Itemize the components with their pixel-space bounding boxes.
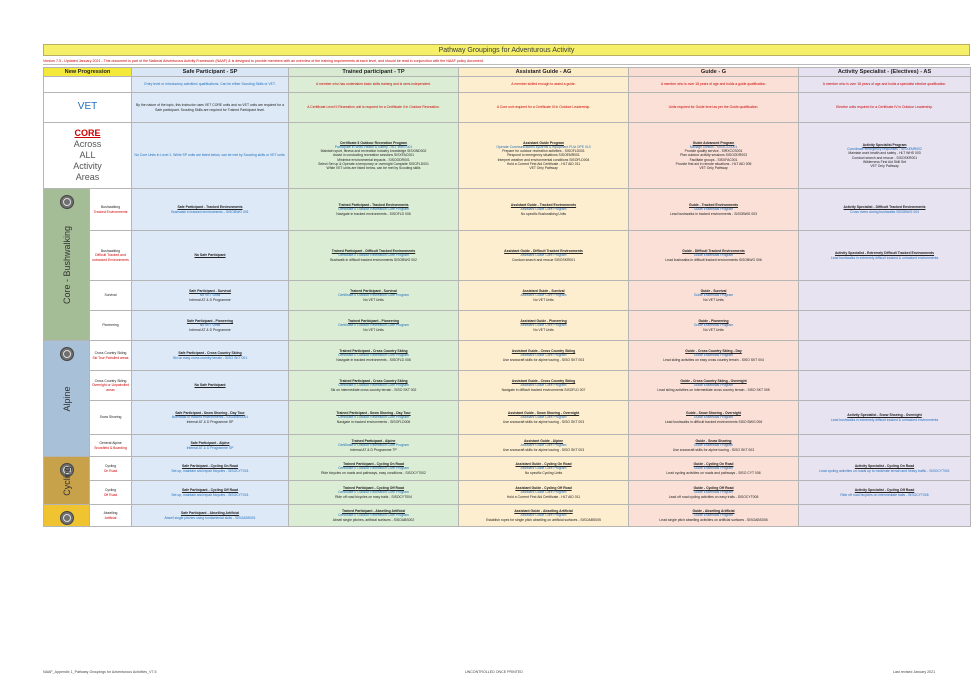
cell-line: Guide - Difficult Tracked Environments: [682, 249, 745, 254]
cell-line: Provide quality service - SIRXCCS001: [684, 149, 743, 154]
core-tp: [289, 123, 459, 189]
cell-line: Lead off road cycling activities on easy trails - SISOCYT008: [668, 494, 759, 499]
cell-line: Assistant Guide - Alpine: [523, 439, 564, 444]
cell-line: Assistant Guide - Tracked Environments: [510, 203, 577, 208]
header-activity-specialist: Activity Specialist - (Electives) - AS: [799, 68, 971, 77]
cell-tp: [289, 311, 459, 341]
activity-name: [90, 281, 132, 311]
cell-sp: [132, 457, 289, 481]
activity-label: Survival: [104, 293, 117, 298]
activity-label: Cycling: [104, 464, 117, 469]
cell-g: [629, 371, 799, 401]
vet-ag: A Core unit required for a Certificate III in Outdoor Leadership.: [459, 93, 629, 123]
cell-line: Assistant Guide - Cycling On Road: [515, 462, 572, 467]
cell-g: [629, 505, 799, 527]
header-assistant-guide: Assistant Guide - AG: [459, 68, 629, 77]
cell-line: Bushwalk in tracked environments - SISOBWG 001: [171, 209, 249, 214]
cell-line: Ride off road bicycles on easy trails - SISOCYT004: [335, 494, 412, 499]
cell-ag: [459, 401, 629, 435]
cell-as: [799, 457, 971, 481]
vet-sp: By the nature of the topic, this instructor uses VET CORE units and no VET units are required for a Safe participant. Scouting Skills are required for Trained Participant level.: [132, 93, 289, 123]
cell-ag: [459, 189, 629, 231]
cell-line: Maintain work health and safety - HLT WHS 003: [848, 151, 921, 156]
cell-line: Certificate II Outdoor Recreation Core Program: [338, 353, 409, 358]
activity-name: [90, 371, 132, 401]
activity-sub: Off Road: [103, 492, 118, 497]
cell-line: Assistant Guide Core Program: [520, 323, 567, 328]
cell-line: Safe Participant - Cross Country Skiing: [178, 351, 242, 356]
activity-row: [44, 505, 971, 527]
cell-line: Activity Specialist - Cycling Off Road: [854, 488, 915, 493]
cell-sp: [132, 341, 289, 371]
cell-line: Guide - Cross Country Skiing - Overnight: [680, 379, 747, 384]
cell-line: Trained Participant - Abseiling Artificial: [341, 509, 406, 514]
cell-as: [799, 481, 971, 505]
cell-line: Internal AT & D Programme TP: [350, 447, 397, 452]
cell-line: Ski on intermediate cross country terrain - SISO SKT 002: [330, 387, 417, 392]
cell-line: Bushwalk in tracked environments - SISOBWG001: [171, 415, 249, 420]
cell-sp: [132, 401, 289, 435]
cell-line: Certificate II Outdoor Recreation Core Program: [338, 323, 409, 328]
cell-line: No specific Cycling Units: [524, 470, 563, 475]
vet-as: Elective units required for a Certificate IV in Outdoor Leadership.: [799, 93, 971, 123]
vet-row: [44, 93, 971, 123]
cell-line: Assistant Guide Core Program: [520, 293, 567, 298]
stream-cell: [44, 505, 90, 527]
cell-line: Assistant Guide - Cross Country Skiing: [511, 349, 576, 354]
cell-ag: [459, 505, 629, 527]
activity-name: [90, 505, 132, 527]
cell-line: Internal AT & D Programme SP: [186, 419, 234, 424]
cell-line: Internal AT & D Programme: [189, 297, 231, 302]
stream-badge-icon: [60, 347, 74, 361]
cell-tp: [289, 189, 459, 231]
cell-line: Certificate II Outdoor Recreation Core Program: [338, 513, 409, 518]
cell-line: Activity Specialist - Snow Shoeing - Overnight: [847, 413, 922, 418]
cell-line: Cross rivers during bushwalks SISOBWG 004: [850, 209, 919, 214]
cell-line: Assistant Guide Core Program: [520, 415, 567, 420]
cell-line: Trained Participant - Alpine: [351, 439, 396, 444]
footer-right: Last revised January 2021: [893, 670, 936, 674]
cell-sp: [132, 311, 289, 341]
cell-line: Abseil single pitches using fundamental skills - SISOABS001: [164, 515, 256, 520]
cell-ag: [459, 281, 629, 311]
cell-ag: [459, 231, 629, 281]
cell-as: [799, 281, 971, 311]
activity-name: [90, 435, 132, 457]
cell-line: Activity Specialist - Difficult Tracked Environments: [843, 205, 926, 210]
cell-line: Trained Participant - Survival: [350, 289, 397, 294]
activity-row: [44, 401, 971, 435]
cell-tp: [289, 401, 459, 435]
cell-line: Safe Participant - Cycling On Road: [182, 464, 238, 469]
cell-line: VET Only Pathway: [699, 166, 728, 170]
cell-line: Navigate in difficult tracked environments SISOFLD 007: [501, 387, 586, 392]
activity-name: [90, 341, 132, 371]
cell-g: [629, 281, 799, 311]
cell-as: [799, 371, 971, 401]
cell-as: [799, 231, 971, 281]
core-sp: No Core Units in Level 1. While SP units are listed below, can be met by Scouting skills or VET units.: [132, 123, 289, 189]
cell-line: Guide - Abseiling Artificial: [692, 509, 735, 514]
activity-row: [44, 341, 971, 371]
cell-line: Guide Essentials Program: [693, 443, 734, 448]
core-row: [44, 123, 971, 189]
cell-line: No Safe Participant: [194, 383, 226, 388]
cell-line: Guide Essentials Program: [693, 466, 734, 471]
activity-row: [44, 371, 971, 401]
cell-line: Guide - Pioneering: [698, 319, 729, 324]
cell-line: No VET Units: [533, 297, 554, 302]
activity-name: [90, 189, 132, 231]
cell-tp: [289, 505, 459, 527]
cell-line: Certificate II Outdoor Recreation Core Program: [338, 443, 409, 448]
cell-line: Certificate II Outdoor Recreation Core Program: [338, 415, 409, 420]
stream-cell: [44, 189, 90, 341]
cell-line: Navigate in tracked environments - SISOFLD 006: [336, 211, 411, 216]
cell-line: Safe Participant - Abseiling Artificial: [180, 511, 240, 516]
cell-line: Assist in conducting recreation sessions SISXFAC001: [332, 153, 415, 158]
cell-line: Minimise environmental impacts - SISOODR001: [337, 157, 410, 162]
activity-sub: Snowfield & Boarding: [94, 445, 127, 450]
cell-line: Trained Participant - Cross Country Skiing: [339, 349, 408, 354]
cell-line: VET Only Pathway: [870, 163, 899, 168]
footer-center: UNCONTROLLED ONCE PRINTED: [465, 670, 523, 674]
cell-sp: [132, 371, 289, 401]
cell-line: Guide - Cross Country Skiing - Day: [685, 349, 742, 354]
cell-line: Assistant Guide Core Program: [520, 207, 567, 212]
cell-line: Lead bushwalks in difficult tracked environments SISO BWG 006: [664, 419, 763, 424]
cell-line: Assistant Guide Program: [523, 140, 564, 145]
cell-g: [629, 481, 799, 505]
cell-sp: [132, 281, 289, 311]
cell-line: Assistant Guide - Survival: [522, 289, 565, 294]
header-new-progression: New Progression: [44, 68, 132, 77]
desc-as: A member who is over 18 years of age and holds a specialist elective qualification.: [799, 77, 971, 93]
cell-line: Bushwalk in difficult tracked environments SISOBWG 002: [330, 257, 417, 262]
cell-line: Assistant Guide - Difficult Tracked Environments: [504, 249, 583, 254]
cell-line: No VET Units: [199, 293, 221, 298]
cell-line: Assistant Guide Core Program: [520, 353, 567, 358]
cell-line: Guide - Cycling On Road: [693, 462, 734, 467]
cell-line: Trained Participant - Tracked Environments: [338, 203, 409, 208]
document-title: Pathway Groupings for Adventurous Activity: [43, 44, 970, 56]
cell-line: Certificate II Outdoor Recreation Core Program: [338, 383, 409, 388]
cell-line: Certificate II Outdoor Recreation Core Program: [338, 207, 409, 212]
core-ag: [459, 123, 629, 189]
cell-line: Respond to emergency situations SISOEMR001: [507, 153, 580, 158]
cell-line: No VET Units: [363, 297, 384, 302]
vet-g: Units required for Guide level as per the Guide qualification.: [629, 93, 799, 123]
activity-row: [44, 457, 971, 481]
cell-tp: [289, 281, 459, 311]
cell-sp: [132, 231, 289, 281]
cell-line: No VET Units: [363, 327, 384, 332]
cell-line: Use snowcraft skills for alpine touring - SISO SKT 003: [502, 447, 585, 452]
cell-tp: [289, 435, 459, 457]
cell-line: Assistant Guide Core Program: [520, 466, 567, 471]
pathway-table: [43, 67, 971, 527]
core-label: CORE Across ALL Activity Areas: [44, 123, 132, 189]
cell-line: Operate Communications systems & equipment PUA OPE 013: [496, 144, 591, 149]
stream-badge-icon: [60, 195, 74, 209]
activity-sub: On Road: [103, 468, 118, 473]
cell-line: Hold a Current First Aid Certificate - HLT AID 011: [506, 494, 581, 499]
cell-line: Set up, maintain and repair bicycles - SISOCYT001: [171, 468, 249, 473]
cell-line: Lead bushwalks in extremely difficult tracked & untracked environments: [830, 417, 939, 422]
cell-line: Certificate II Outdoor Recreation Core Program: [338, 466, 409, 471]
cell-line: Use snowcraft skills for alpine touring - SISO SKT 003: [672, 447, 755, 452]
cell-line: Set up, maintain and repair bicycles - SISOCYT001: [171, 492, 249, 497]
cell-line: Certificate II Outdoor Recreation Core Program: [338, 293, 409, 298]
cell-ag: [459, 435, 629, 457]
cell-line: Prepare for outdoor recreation activities - SISOFLD001: [502, 149, 585, 154]
activity-sub: Tracked Environments: [93, 209, 128, 214]
cell-ag: [459, 371, 629, 401]
desc-g: A member who is over 18 years of age and holds a guide qualification.: [629, 77, 799, 93]
cell-line: No Safe Participant: [194, 253, 226, 258]
activity-label: Bushwalking: [100, 205, 121, 210]
activity-row: [44, 281, 971, 311]
cell-line: Hold a Current First Aid Certificate - HLT AID 011: [506, 161, 581, 166]
cell-line: Conduct search and rescue SISOSKR001: [511, 257, 576, 262]
cell-line: Lead bushwalks in extremely difficult tracked & untracked environments: [830, 255, 939, 260]
cell-line: Safe Participant - Alpine: [190, 441, 230, 446]
activity-name: [90, 481, 132, 505]
core-g: [629, 123, 799, 189]
cell-line: Lead bushwalks in difficult tracked environments SISOBWG 006: [665, 257, 762, 262]
cell-line: Lead single pitch abseiling activities on artificial surfaces - SISOABS006: [659, 517, 768, 522]
cell-line: Select Set up & Operate a temporary or overnight Campsite SISOFLD001: [318, 161, 429, 166]
activity-label: Bushwalking: [100, 249, 121, 254]
cell-line: Ride bicycles on roads and pathways, easy conditions - SISOCYT002: [321, 470, 426, 475]
cell-tp: [289, 231, 459, 281]
cell-line: Abseil single pitches, artificial surfaces - SISOABS002: [332, 517, 415, 522]
activity-row: [44, 231, 971, 281]
cell-line: Safe Participant - Tracked Environments: [177, 205, 243, 210]
cell-line: Guide - Snow Shoeing: [695, 439, 732, 444]
cell-tp: [289, 371, 459, 401]
cell-line: Use snowcraft skills for alpine touring - SISO SKT 003: [502, 419, 585, 424]
stream-cell: [44, 457, 90, 505]
cell-line: Assistant Guide - Cycling Off Road: [515, 486, 572, 491]
activity-label: Pioneering: [102, 323, 119, 328]
cell-line: Guide Essentials Program: [693, 353, 734, 358]
activity-name: [90, 401, 132, 435]
cell-line: Assistant Guide Core Program: [520, 490, 567, 495]
cell-line: Manage conflict - SISXCCS001: [689, 144, 738, 149]
cell-g: [629, 401, 799, 435]
cell-as: [799, 341, 971, 371]
cell-line: Assistant Guide Core Program: [520, 443, 567, 448]
cell-as: [799, 189, 971, 231]
cell-line: Provide first aid in remote situations - HLT AID 005: [675, 161, 752, 166]
activity-sub: Artificial: [104, 515, 117, 520]
cell-line: Activity Specialist - Cycling On Road: [854, 464, 915, 469]
cell-line: Guide Essentials Program: [693, 490, 734, 495]
cell-line: No VET Units: [703, 297, 724, 302]
cell-line: Lead skiing activities on easy cross country terrain - SISO SKT 004: [663, 357, 764, 362]
cell-line: Conduct search and rescue - SISOSKR001: [851, 155, 918, 160]
cell-g: [629, 435, 799, 457]
cell-line: Guide Essentials Program: [693, 383, 734, 388]
vet-label: VET: [44, 93, 132, 123]
activity-row: [44, 311, 971, 341]
cell-line: Ride off road bicycles on intermediate trails - SISOCYT005: [840, 492, 929, 497]
cell-line: Plan outdoor activity sessions SISOODR003: [680, 153, 747, 158]
cell-line: Assistant Guide Core Program: [520, 253, 567, 258]
description-row: [44, 77, 971, 93]
stream-label: Core - Bushwalking: [61, 225, 72, 304]
activity-row: [44, 481, 971, 505]
footer-left: NAAF_Appendix 1_Pathway Groupings for Adventurous Activities_V7.5: [43, 670, 157, 674]
activity-sub: Ski Tour Patrolled areas: [92, 355, 129, 360]
cell-as: [799, 435, 971, 457]
cell-line: Guide Essentials Program: [693, 293, 734, 298]
version-note: Version 7.5 - Updated January 2021 - This document is part of the National Adventurous Activity Framework (NAAF) & is designed to provide members with an overview of the training requirements at each level, and should be read in conjunction with the NAAF policy document.: [43, 59, 484, 63]
cell-line: Guide - Snow Shoeing - Overnight: [686, 411, 742, 416]
cell-line: While VET units are listed below, can be met by Scouting skills: [326, 166, 421, 170]
activity-label: Abseiling: [103, 511, 118, 516]
cell-line: Interpret weather and environmental conditions SISOFLD004: [497, 157, 590, 162]
cell-line: Assistant Guide - Cross Country Skiing: [511, 379, 576, 384]
cell-line: Guide Essentials Program: [693, 207, 734, 212]
activity-name: [90, 231, 132, 281]
cell-g: [629, 311, 799, 341]
cell-line: Navigate in tracked environments - SISOFLD 006: [336, 357, 411, 362]
cell-g: [629, 341, 799, 371]
cell-line: Lead bushwalks in tracked environments - SISOBWG 003: [669, 211, 758, 216]
cell-line: Guide Essentials Program: [693, 415, 734, 420]
cell-line: Guide Advanced Program: [692, 140, 735, 145]
cell-line: Trained Participant - Snow Shoeing - Day Tour: [336, 411, 411, 416]
header-safe-participant: Safe Participant - SP: [132, 68, 289, 77]
cell-line: Certificate II Outdoor Recreation Program: [339, 140, 408, 145]
header-trained-participant: Trained participant - TP: [289, 68, 459, 77]
cell-line: Safe Participant - Cycling Off Road: [181, 488, 239, 493]
cell-line: Guide Essentials Program: [693, 513, 734, 518]
cell-line: Activity Specialist - Extremely Difficult Tracked Environments: [834, 251, 935, 256]
cell-line: Safe Participant - Pioneering: [186, 319, 234, 324]
stream-cell: [44, 341, 90, 457]
activity-label: Cross Country Skiing: [94, 379, 127, 384]
activity-label: Cycling: [104, 488, 117, 493]
cell-line: Lead cycling activities on roads and pathways - SISO CYT 006: [666, 470, 761, 475]
cell-line: Guide - Tracked Environments: [689, 203, 739, 208]
activity-label: General Alpine: [99, 441, 122, 446]
cell-sp: [132, 189, 289, 231]
cell-line: Navigate in tracked environments - SISOFLD006: [336, 419, 411, 424]
cell-line: VET Only Pathway: [529, 166, 558, 170]
cell-line: Use snowcraft skills for alpine touring - SISO SKT 003: [502, 357, 585, 362]
cell-line: Trained Participant - Cycling Off Road: [342, 486, 405, 491]
cell-sp: [132, 505, 289, 527]
cell-tp: [289, 481, 459, 505]
cell-line: Facilitate groups - SISXFAC001: [689, 157, 738, 162]
cell-line: Internal AT & D Programme: [189, 327, 231, 332]
cell-line: No specific Bushwalking Units: [520, 211, 567, 216]
cell-g: [629, 231, 799, 281]
desc-tp: A member who has undertaken basic skills training and is semi-independent.: [289, 77, 459, 93]
cell-line: Trained Participant - Pioneering: [347, 319, 400, 324]
cell-line: Safe Participant - Snow Shoeing - Day Tour: [175, 411, 245, 416]
cell-line: Lead skiing activities on intermediate cross country terrain - SISO SKT 005: [657, 387, 770, 392]
activity-row: [44, 435, 971, 457]
cell-as: [799, 505, 971, 527]
cell-line: Trained Participant - Cross Country Skiing: [339, 379, 408, 384]
cell-line: Trained Participant - Cycling On Road: [343, 462, 404, 467]
cell-line: Assistant Guide Core Program: [520, 513, 567, 518]
cell-line: Ski on easy cross country terrain - SISO SKT 001: [172, 355, 248, 360]
cell-ag: [459, 311, 629, 341]
cell-tp: [289, 457, 459, 481]
cell-line: Assistant Guide Core Program: [520, 383, 567, 388]
cell-line: Assistant Guide - Abseiling Artificial: [514, 509, 573, 514]
stream-badge-icon: [60, 511, 74, 525]
cell-line: Internal AT & D Programme SP: [186, 445, 234, 450]
cell-g: [629, 457, 799, 481]
desc-ag: A member skilled enough to assist a guide.: [459, 77, 629, 93]
cell-line: No VET Units: [199, 323, 221, 328]
cell-line: Lead cycling activities on roads up to moderate terrain and heavy traffic - SISOCYT001: [819, 468, 950, 473]
activity-sub: Overnight or Unpatrolled areas: [92, 383, 129, 392]
activity-label: Cross Country Skiing: [94, 351, 127, 356]
vet-tp: A Certificate Level II Recreation unit is required for a Certificate II in Outdoor Recreation.: [289, 93, 459, 123]
activity-row: [44, 189, 971, 231]
activity-label: Snow Shoeing: [99, 415, 122, 420]
cell-line: Guide - Cycling Off Road: [693, 486, 734, 491]
cell-line: Safe Participant - Survival: [189, 289, 231, 294]
stream-label: Alpine: [61, 385, 72, 412]
activity-name: [90, 457, 132, 481]
desc-sp: Entry level or introductory activities/ qualifications. Can be either Scouting Skills or VET.: [132, 77, 289, 93]
cell-sp: [132, 435, 289, 457]
cell-line: Certificate II Outdoor Recreation Core Program: [338, 253, 409, 258]
stream-label: Cycling: [61, 465, 72, 496]
activity-name: [90, 311, 132, 341]
header-row: [44, 68, 971, 77]
cell-g: [629, 189, 799, 231]
cell-tp: [289, 341, 459, 371]
cell-line: Establish ropes for single pitch abseiling on artificial surfaces - SISOABS005: [486, 517, 601, 522]
cell-ag: [459, 341, 629, 371]
cell-line: No VET Units: [703, 327, 724, 332]
cell-line: Coordinate emergency responses - SISXEMR002: [847, 147, 922, 152]
cell-line: Participate in Work Health & Safety - HLT WHS 001: [334, 144, 413, 149]
cell-sp: [132, 481, 289, 505]
cell-as: [799, 401, 971, 435]
cell-line: Trained Participant - Difficult Tracked Environments: [331, 249, 416, 254]
cell-line: Wilderness First Aid Skill Set: [862, 159, 907, 164]
header-guide: Guide - G: [629, 68, 799, 77]
cell-line: Assistant Guide - Pioneering: [520, 319, 567, 324]
activity-rows: [44, 189, 971, 527]
core-as: [799, 123, 971, 189]
cell-line: Guide Essentials Program: [693, 323, 734, 328]
cell-line: Guide - Survival: [700, 289, 727, 294]
cell-line: Activity Specialist Program: [862, 142, 907, 147]
cell-line: Maintain sport, fitness and recreation industry knowledge SISXIND002: [320, 149, 427, 154]
cell-as: [799, 311, 971, 341]
cell-ag: [459, 457, 629, 481]
cell-ag: [459, 481, 629, 505]
cell-line: Assistant Guide - Snow Shoeing - Overnight: [507, 411, 580, 416]
cell-line: Guide Essentials Program: [693, 253, 734, 258]
cell-line: Certificate II Outdoor Recreation Core Program: [338, 490, 409, 495]
cell-line: No VET Units: [533, 327, 554, 332]
activity-sub: Difficult Tracked and untracked Environments: [92, 253, 129, 262]
